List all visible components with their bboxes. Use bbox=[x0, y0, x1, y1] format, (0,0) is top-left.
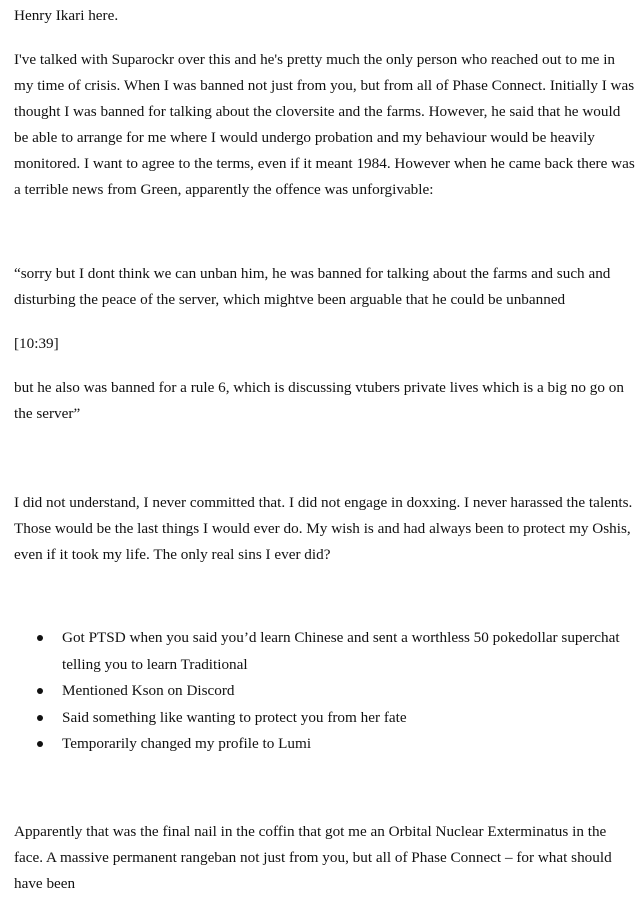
bullet-icon bbox=[37, 741, 43, 747]
list-item bbox=[14, 678, 638, 705]
greeting-line: Henry Ikari here. bbox=[14, 7, 119, 24]
paragraph-conclusion: Apparently that was the final nail in the coffin that got me an Orbital Nuclear Exterminatus in the face. A massive permanent rangeban not just from you, but all of Phase Connect – for what should have been bbox=[14, 823, 612, 892]
list-item-text: Temporarily changed my profile to Lumi bbox=[62, 735, 312, 752]
paragraph-intro: I've talked with Suparockr over this and he's pretty much the only person who reached out to me in my time of crisis. When I was banned not just from you, but from all of Phase Connect. Initially I was thought I was banned for talking about the cloversite and the farms. However, he said that he would be able to arrange for me where I would undergo probation and my behaviour would be heavily monitored. I want to agree to the terms, even if it meant 1984. However when he came back there was a terrible news from Green, apparently the offence was unforgivable: bbox=[14, 51, 635, 198]
list-item-text: Said something like wanting to protect you from her fate bbox=[62, 708, 407, 726]
sins-list bbox=[14, 625, 638, 758]
quote-part-2: but he also was banned for a rule 6, which is discussing vtubers private lives which is a big no go on the server” bbox=[14, 379, 624, 422]
paragraph-response: I did not understand, I never committed that. I did not engage in doxxing. I never harassed the talents. Those would be the last things I would ever do. My wish is and had always been to protect my Oshis, even if it took my life. The only real sins I ever did? bbox=[14, 494, 633, 563]
list-item bbox=[14, 705, 638, 732]
list-item-text: Mentioned Kson on Discord bbox=[62, 682, 235, 699]
bullet-icon bbox=[37, 688, 43, 694]
quote-timestamp: [10:39] bbox=[14, 335, 59, 352]
quote-part-1: “sorry but I dont think we can unban him, he was banned for talking about the farms and such and disturbing the peace of the server, which mightve been arguable that he could be unbanned bbox=[14, 265, 611, 308]
list-item bbox=[14, 731, 638, 758]
list-item-text: Got PTSD when you said you’d learn Chinese and sent a worthless 50 pokedollar superchat telling you to learn Traditional bbox=[62, 629, 620, 673]
bullet-icon bbox=[37, 715, 43, 721]
list-item bbox=[14, 625, 638, 678]
bullet-icon bbox=[37, 635, 43, 641]
